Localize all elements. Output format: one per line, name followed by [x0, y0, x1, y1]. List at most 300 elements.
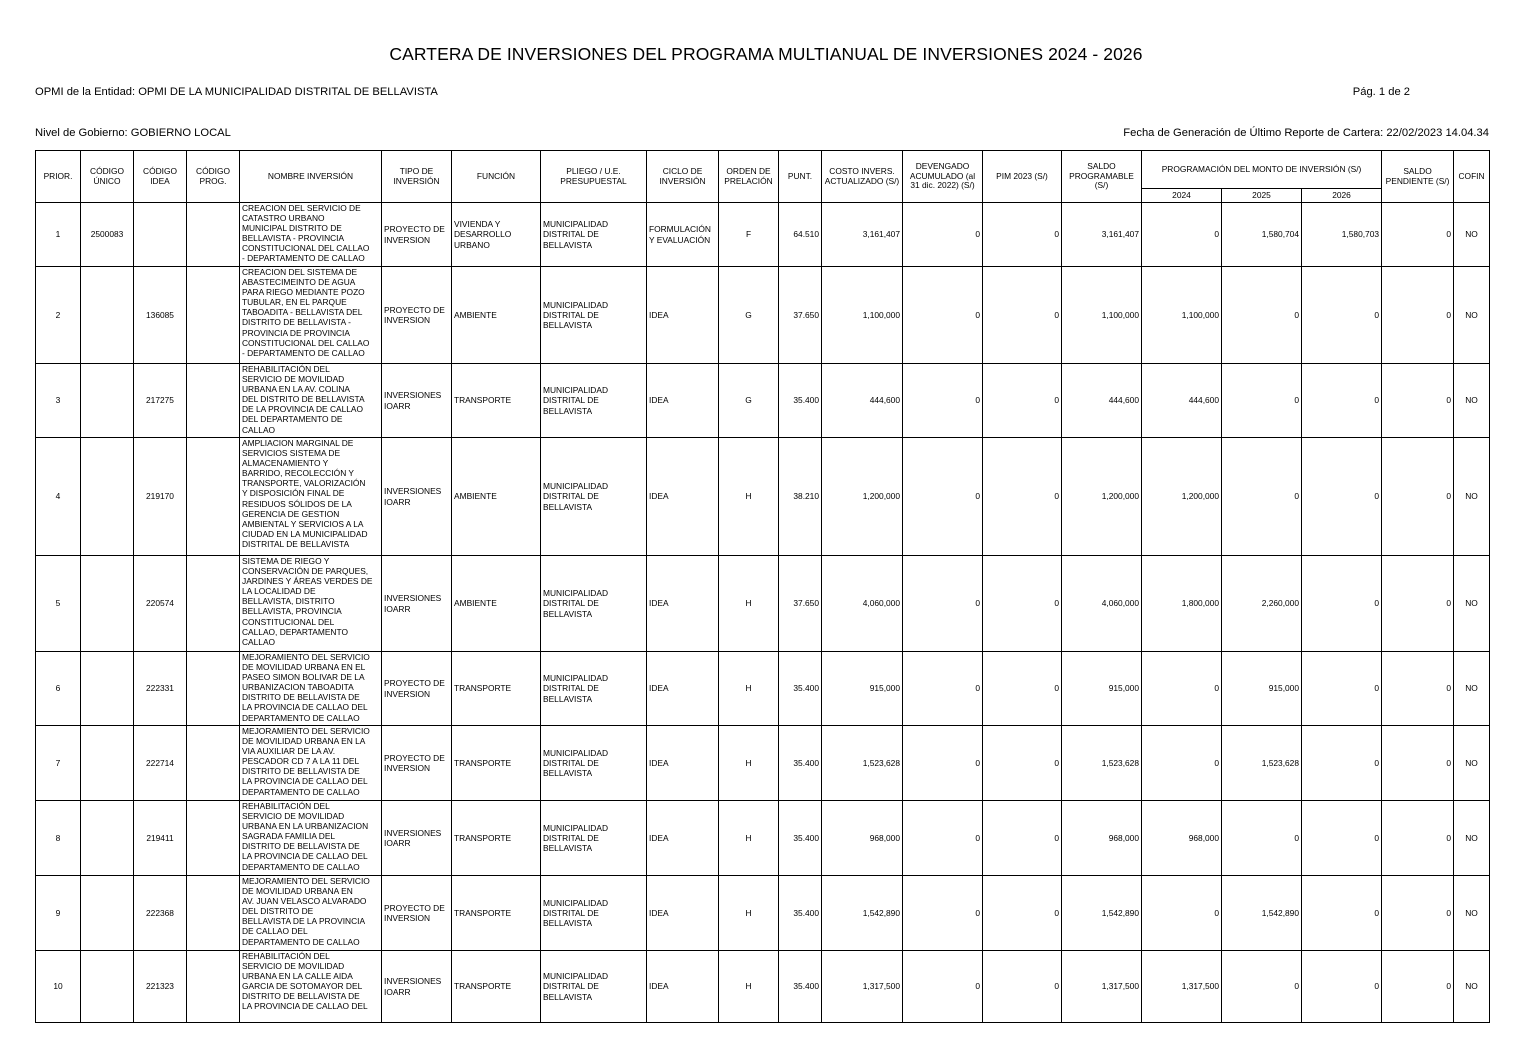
cell-cofin: NO [1454, 726, 1490, 801]
cell-nombre-line: DISTRITAL DE BELLAVISTA [242, 538, 350, 549]
header-nombre: NOMBRE INVERSIÓN [240, 151, 382, 203]
cell-2026: 0 [1302, 726, 1382, 801]
cell-2026: 0 [1302, 652, 1382, 726]
cell-nombre [240, 652, 382, 726]
cell-tipo-line: INVERSION [384, 763, 431, 773]
cell-codigo-prog [187, 801, 240, 876]
cell-pliego-line: MUNICIPALIDAD [543, 219, 608, 230]
cell-nombre-line: DISTRITO DE BELLAVISTA DE [242, 991, 360, 1002]
cell-nombre-line: JARDINES Y ÁREAS VERDES DE [242, 576, 373, 587]
cell-cofin: NO [1454, 951, 1490, 1023]
cell-prior: 8 [36, 801, 81, 876]
cell-ciclo-line: IDEA [649, 832, 669, 843]
cell-pliego-line: BELLAVISTA [543, 843, 593, 854]
cell-devengado: 0 [903, 801, 983, 876]
cell-pim: 0 [983, 801, 1062, 876]
cell-saldo-programable: 915,000 [1062, 652, 1142, 726]
cell-codigo-unico [81, 556, 134, 652]
cell-tipo [382, 267, 452, 364]
cell-codigo-unico [81, 652, 134, 726]
cell-nombre-line: DISTRITO DE BELLAVISTA - [242, 317, 351, 328]
cell-funcion-line: VIVIENDA Y [454, 219, 501, 230]
cell-nombre-line: DISTRITO DE BELLAVISTA DE [242, 766, 360, 777]
cell-orden: F [719, 203, 779, 267]
cell-devengado: 0 [903, 267, 983, 364]
government-level-label: Nivel de Gobierno: GOBIERNO LOCAL [35, 127, 231, 139]
cell-nombre-line: LA PROVINCIA DE CALLAO DEL [242, 851, 368, 862]
cell-saldo-pendiente: 0 [1382, 556, 1454, 652]
cell-codigo-idea: 219170 [134, 438, 187, 556]
cell-codigo-idea: 222368 [134, 876, 187, 951]
header-codigo-idea: CÓDIGO IDEA [134, 151, 187, 203]
cell-cofin: NO [1454, 556, 1490, 652]
cell-nombre-line: BARRIDO, RECOLECCIÓN Y [242, 468, 354, 479]
cell-tipo-line: PROYECTO DE [384, 678, 445, 689]
cell-tipo-line: PROYECTO DE [384, 304, 445, 315]
cell-nombre-line: CONSTITUCIONAL DEL CALLAO [242, 243, 370, 254]
cell-2025: 1,523,628 [1222, 726, 1302, 801]
cell-nombre-line: - DEPARTAMENTO DE CALLAO [242, 347, 365, 358]
cell-funcion-line: TRANSPORTE [454, 757, 512, 768]
cell-tipo-line: IOARR [384, 838, 411, 848]
cell-tipo-line: PROYECTO DE [384, 902, 445, 913]
cell-pliego-line: DISTRITAL DE [543, 907, 599, 918]
cell-tipo [382, 876, 452, 951]
cell-2025: 0 [1222, 801, 1302, 876]
cell-saldo-pendiente: 0 [1382, 726, 1454, 801]
cell-nombre-line: CATASTRO URBANO [242, 213, 325, 224]
table-row [36, 267, 1490, 364]
cell-nombre-line: DE MOVILIDAD URBANA EN [242, 886, 353, 897]
cell-costo: 1,200,000 [822, 438, 903, 556]
cell-orden: G [719, 364, 779, 438]
cell-tipo-line: INVERSION [384, 315, 431, 325]
cell-nombre-line: DEL DISTRITO DE [242, 906, 314, 917]
cell-codigo-prog [187, 364, 240, 438]
cell-nombre-line: AMPLIACION MARGINAL DE [242, 438, 354, 448]
cell-tipo-line: PROYECTO DE [384, 752, 445, 763]
table-row [36, 726, 1490, 801]
cell-tipo-line: PROYECTO DE [384, 224, 445, 235]
cell-costo: 4,060,000 [822, 556, 903, 652]
cell-orden: H [719, 726, 779, 801]
cell-ciclo [647, 556, 719, 652]
cell-codigo-prog [187, 203, 240, 267]
cell-pliego-line: DISTRITAL DE [543, 683, 599, 694]
cell-nombre-line: GARCIA DE SOTOMAYOR DEL [242, 981, 363, 992]
cell-prior: 7 [36, 726, 81, 801]
cell-devengado: 0 [903, 726, 983, 801]
cell-nombre-line: GERENCIA DE GESTION [242, 508, 340, 519]
cell-nombre [240, 364, 382, 438]
cell-codigo-prog [187, 951, 240, 1023]
cell-nombre-line: URBANIZACION TABOADITA [242, 682, 354, 693]
cell-funcion [452, 267, 541, 364]
cell-costo: 968,000 [822, 801, 903, 876]
cell-nombre-line: RESIDUOS SÓLIDOS DE LA [242, 498, 352, 509]
cell-pliego-line: BELLAVISTA [543, 608, 593, 619]
cell-nombre-line: MEJORAMIENTO DEL SERVICIO [242, 726, 370, 736]
cell-pliego [541, 951, 647, 1023]
cell-saldo-pendiente: 0 [1382, 876, 1454, 951]
cell-punt: 35.400 [779, 726, 822, 801]
cell-pim: 0 [983, 364, 1062, 438]
cell-pliego [541, 726, 647, 801]
cell-2025: 0 [1222, 364, 1302, 438]
cell-funcion [452, 801, 541, 876]
cell-devengado: 0 [903, 364, 983, 438]
cell-pliego-line: DISTRITAL DE [543, 229, 599, 240]
cell-codigo-idea: 219411 [134, 801, 187, 876]
cell-pliego-line: MUNICIPALIDAD [543, 588, 608, 599]
report-title: CARTERA DE INVERSIONES DEL PROGRAMA MULTIANUAL DE INVERSIONES 2024 - 2026 [389, 44, 1143, 64]
cell-saldo-programable: 968,000 [1062, 801, 1142, 876]
cell-costo: 444,600 [822, 364, 903, 438]
cell-nombre-line: CALLAO [242, 424, 276, 435]
cell-codigo-unico [81, 876, 134, 951]
cell-ciclo-line: IDEA [649, 491, 669, 502]
cell-pliego-line: MUNICIPALIDAD [543, 673, 608, 684]
cell-funcion-line: AMBIENTE [454, 491, 497, 502]
cell-codigo-idea: 221323 [134, 951, 187, 1023]
cell-costo: 1,317,500 [822, 951, 903, 1023]
cell-saldo-programable: 3,161,407 [1062, 203, 1142, 267]
header-pim: PIM 2023 (S/) [983, 151, 1062, 203]
cell-funcion-line: TRANSPORTE [454, 907, 512, 918]
cell-codigo-prog [187, 726, 240, 801]
cell-nombre-line: MUNICIPAL DISTRITO DE [242, 223, 342, 234]
cell-codigo-unico [81, 438, 134, 556]
cell-2024: 0 [1142, 203, 1222, 267]
cell-prior: 2 [36, 267, 81, 364]
cell-cofin: NO [1454, 652, 1490, 726]
cell-saldo-programable: 1,523,628 [1062, 726, 1142, 801]
cell-tipo [382, 438, 452, 556]
cell-pliego-line: MUNICIPALIDAD [543, 481, 608, 492]
cell-2026: 0 [1302, 364, 1382, 438]
cell-nombre-line: TUBULAR, EN EL PARQUE [242, 297, 347, 308]
table-row [36, 364, 1490, 438]
cell-pliego-line: DISTRITAL DE [543, 491, 599, 502]
cell-codigo-unico [81, 801, 134, 876]
cell-nombre-line: CONSERVACIÓN DE PARQUES, [242, 566, 369, 577]
cell-2025: 0 [1222, 438, 1302, 556]
cell-prior: 1 [36, 203, 81, 267]
header-programacion: PROGRAMACIÓN DEL MONTO DE INVERSIÓN (S/) [1142, 151, 1382, 189]
cell-funcion-line: URBANO [454, 239, 490, 250]
cell-nombre-line: BELLAVISTA DE LA PROVINCIA [242, 916, 366, 927]
cell-orden: G [719, 267, 779, 364]
cell-nombre-line: DEPARTAMENTO DE CALLAO [242, 936, 360, 947]
cell-devengado: 0 [903, 438, 983, 556]
cell-punt: 35.400 [779, 951, 822, 1023]
header-saldo-programable: SALDO PROGRAMABLE (S/) [1062, 151, 1142, 203]
cell-ciclo [647, 652, 719, 726]
cell-funcion-line: TRANSPORTE [454, 832, 512, 843]
cell-codigo-prog [187, 438, 240, 556]
cell-funcion-line: AMBIENTE [454, 598, 497, 609]
table-row [36, 203, 1490, 267]
cell-nombre-line: LA PROVINCIA DE CALLAO DEL [242, 1001, 368, 1012]
cell-nombre-line: SISTEMA DE RIEGO Y [242, 556, 330, 566]
cell-tipo [382, 364, 452, 438]
cell-pliego-line: DISTRITAL DE [543, 757, 599, 768]
cell-punt: 35.400 [779, 801, 822, 876]
cell-codigo-unico: 2500083 [81, 203, 134, 267]
cell-devengado: 0 [903, 876, 983, 951]
cell-codigo-idea [134, 203, 187, 267]
cell-nombre-line: BELLAVISTA - PROVINCIA [242, 233, 345, 244]
cell-costo: 1,542,890 [822, 876, 903, 951]
header-year-2024: 2024 [1142, 189, 1222, 203]
cell-nombre-line: CALLAO, DEPARTAMENTO [242, 626, 348, 637]
page-number: Pág. 1 de 2 [1352, 86, 1410, 98]
header-devengado: DEVENGADO ACUMULADO (al 31 dic. 2022) (S/) [903, 151, 983, 203]
cell-punt: 35.400 [779, 364, 822, 438]
cell-devengado: 0 [903, 951, 983, 1023]
cell-funcion [452, 726, 541, 801]
cell-nombre-line: DEPARTAMENTO DE CALLAO [242, 786, 360, 797]
cell-nombre-line: LA PROVINCIA DE CALLAO DEL [242, 776, 368, 787]
cell-orden: H [719, 438, 779, 556]
cell-codigo-idea: 136085 [134, 267, 187, 364]
header-orden: ORDEN DE PRELACIÓN [719, 151, 779, 203]
cell-pliego-line: MUNICIPALIDAD [543, 971, 608, 982]
cell-2026: 0 [1302, 438, 1382, 556]
cell-ciclo [647, 438, 719, 556]
cell-pliego-line: DISTRITAL DE [543, 309, 599, 320]
cell-tipo-line: INVERSION [384, 913, 431, 923]
cell-punt: 64.510 [779, 203, 822, 267]
cell-punt: 35.400 [779, 876, 822, 951]
cell-2025: 1,580,704 [1222, 203, 1302, 267]
cell-nombre-line: REHABILITACIÓN DEL [242, 364, 330, 374]
cell-nombre [240, 556, 382, 652]
cell-pliego-line: BELLAVISTA [543, 991, 593, 1002]
cell-funcion-line: TRANSPORTE [454, 683, 512, 694]
cell-2024: 0 [1142, 652, 1222, 726]
cell-pliego-line: BELLAVISTA [543, 320, 593, 331]
cell-funcion-line: TRANSPORTE [454, 395, 512, 406]
cell-punt: 37.650 [779, 267, 822, 364]
cell-tipo-line: IOARR [384, 986, 411, 997]
cell-tipo-line: INVERSIONES [384, 486, 442, 497]
cell-nombre-line: PESCADOR CD 7 A LA 11 DEL [242, 756, 360, 767]
cell-saldo-pendiente: 0 [1382, 951, 1454, 1023]
cell-ciclo [647, 951, 719, 1023]
header-punt: PUNT. [779, 151, 822, 203]
cell-tipo-line: INVERSIONES [384, 976, 442, 987]
cell-nombre-line: BELLAVISTA, DISTRITO [242, 596, 335, 607]
cell-pim: 0 [983, 652, 1062, 726]
cell-cofin: NO [1454, 203, 1490, 267]
cell-codigo-idea: 220574 [134, 556, 187, 652]
cell-nombre-line: URBANA EN LA AV. COLINA [242, 384, 350, 395]
cell-2025: 1,542,890 [1222, 876, 1302, 951]
header-year-2026: 2026 [1302, 189, 1382, 203]
table-row [36, 951, 1490, 1023]
cell-nombre-line: DEPARTAMENTO DE CALLAO [242, 712, 360, 723]
cell-2024: 1,100,000 [1142, 267, 1222, 364]
cell-funcion-line: DESARROLLO [454, 229, 512, 240]
cell-orden: H [719, 652, 779, 726]
cell-ciclo [647, 726, 719, 801]
cell-saldo-programable: 4,060,000 [1062, 556, 1142, 652]
cell-tipo [382, 556, 452, 652]
cell-funcion [452, 876, 541, 951]
cell-tipo [382, 726, 452, 801]
cell-pliego-line: BELLAVISTA [543, 693, 593, 704]
cell-nombre [240, 726, 382, 801]
cell-2025: 915,000 [1222, 652, 1302, 726]
cell-pliego-line: MUNICIPALIDAD [543, 299, 608, 310]
header-year-2025: 2025 [1222, 189, 1302, 203]
cell-pliego-line: BELLAVISTA [543, 501, 593, 512]
cell-pliego [541, 364, 647, 438]
cell-saldo-pendiente: 0 [1382, 267, 1454, 364]
cell-pliego-line: BELLAVISTA [543, 918, 593, 929]
cell-2024: 968,000 [1142, 801, 1222, 876]
cell-funcion-line: TRANSPORTE [454, 981, 512, 992]
cell-ciclo-line: FORMULACIÓN [649, 224, 711, 235]
cell-codigo-prog [187, 876, 240, 951]
cell-nombre-line: REHABILITACIÓN DEL [242, 801, 330, 811]
cell-nombre-line: AMBIENTAL Y SERVICIOS A LA [242, 518, 364, 529]
cell-ciclo-line: Y EVALUACIÓN [649, 234, 711, 245]
cell-pliego [541, 876, 647, 951]
cell-funcion [452, 364, 541, 438]
cell-codigo-prog [187, 556, 240, 652]
generation-date-label: Fecha de Generación de Último Reporte de Cartera: 22/02/2023 14.04.34 [1123, 127, 1489, 139]
cell-nombre-line: REHABILITACIÓN DEL [242, 951, 330, 961]
cell-devengado: 0 [903, 556, 983, 652]
cell-nombre [240, 876, 382, 951]
cell-pim: 0 [983, 876, 1062, 951]
cell-codigo-idea: 217275 [134, 364, 187, 438]
cell-pim: 0 [983, 951, 1062, 1023]
cell-nombre-line: SERVICIO DE MOVILIDAD [242, 811, 345, 822]
cell-ciclo-line: IDEA [649, 395, 669, 406]
cell-pim: 0 [983, 267, 1062, 364]
cell-ciclo-line: IDEA [649, 598, 669, 609]
cell-costo: 1,100,000 [822, 267, 903, 364]
cell-ciclo-line: IDEA [649, 981, 669, 992]
cell-pliego [541, 652, 647, 726]
cell-nombre-line: PASEO SIMON BOLIVAR DE LA [242, 672, 365, 683]
cell-pliego-line: DISTRITAL DE [543, 395, 599, 406]
cell-tipo-line: IOARR [384, 603, 411, 614]
cell-codigo-unico [81, 267, 134, 364]
cell-codigo-unico [81, 951, 134, 1023]
cell-pliego-line: MUNICIPALIDAD [543, 747, 608, 758]
cell-saldo-pendiente: 0 [1382, 203, 1454, 267]
cell-saldo-programable: 1,200,000 [1062, 438, 1142, 556]
cell-pim: 0 [983, 438, 1062, 556]
cell-nombre [240, 438, 382, 556]
cell-ciclo-line: IDEA [649, 757, 669, 768]
cell-2024: 0 [1142, 876, 1222, 951]
cell-2026: 0 [1302, 951, 1382, 1023]
cell-nombre-line: DE MOVILIDAD URBANA EN EL [242, 662, 366, 673]
cell-nombre [240, 951, 382, 1023]
cell-nombre-line: DEPARTAMENTO DE CALLAO [242, 861, 360, 872]
cell-2026: 1,580,703 [1302, 203, 1382, 267]
header-costo: COSTO INVERS. ACTUALIZADO (S/) [822, 151, 903, 203]
cell-nombre-line: SAGRADA FAMILIA DEL [242, 831, 336, 842]
cell-saldo-pendiente: 0 [1382, 364, 1454, 438]
cell-orden: H [719, 951, 779, 1023]
cell-ciclo-line: IDEA [649, 907, 669, 918]
cell-tipo-line: INVERSIONES [384, 827, 442, 838]
cell-codigo-prog [187, 267, 240, 364]
cell-prior: 3 [36, 364, 81, 438]
cell-devengado: 0 [903, 652, 983, 726]
cell-nombre-line: CONSTITUCIONAL DEL CALLAO [242, 337, 370, 348]
cell-nombre-line: URBANA EN LA URBANIZACION [242, 821, 369, 832]
cell-nombre-line: DE MOVILIDAD URBANA EN LA [242, 736, 366, 747]
table-row [36, 438, 1490, 556]
cell-2025: 0 [1222, 951, 1302, 1023]
cell-pim: 0 [983, 726, 1062, 801]
cell-2024: 1,800,000 [1142, 556, 1222, 652]
cell-nombre-line: MEJORAMIENTO DEL SERVICIO [242, 876, 370, 886]
cell-nombre-line: BELLAVISTA, PROVINCIA [242, 606, 342, 617]
cell-tipo [382, 801, 452, 876]
cell-funcion [452, 203, 541, 267]
cell-2024: 444,600 [1142, 364, 1222, 438]
cell-2024: 1,317,500 [1142, 951, 1222, 1023]
cell-saldo-programable: 1,542,890 [1062, 876, 1142, 951]
cell-orden: H [719, 876, 779, 951]
header-cofin: COFIN [1454, 151, 1490, 203]
cell-prior: 6 [36, 652, 81, 726]
cell-nombre-line: SERVICIOS SISTEMA DE [242, 448, 341, 459]
cell-nombre-line: DE CALLAO DEL [242, 926, 308, 937]
cell-tipo-line: INVERSIONES [384, 390, 442, 401]
cell-nombre-line: SERVICIO DE MOVILIDAD [242, 961, 345, 972]
cell-nombre-line: LA PROVINCIA DE CALLAO DEL [242, 702, 368, 713]
cell-2026: 0 [1302, 556, 1382, 652]
cell-costo: 1,523,628 [822, 726, 903, 801]
header-codigo-prog: CÓDIGO PROG. [187, 151, 240, 203]
cell-pliego [541, 203, 647, 267]
cell-funcion [452, 556, 541, 652]
cell-saldo-programable: 1,317,500 [1062, 951, 1142, 1023]
cell-costo: 3,161,407 [822, 203, 903, 267]
opmi-label: OPMI de la Entidad: OPMI DE LA MUNICIPALIDAD DISTRITAL DE BELLAVISTA [35, 86, 438, 98]
header-saldo-pendiente: SALDO PENDIENTE (S/) [1382, 151, 1454, 203]
header-funcion: FUNCIÓN [452, 151, 541, 203]
cell-nombre-line: CIUDAD EN LA MUNICIPALIDAD [242, 528, 368, 539]
cell-codigo-unico [81, 364, 134, 438]
cell-nombre-line: LA LOCALIDAD DE [242, 586, 316, 597]
cell-saldo-programable: 444,600 [1062, 364, 1142, 438]
cell-funcion [452, 652, 541, 726]
cell-ciclo [647, 801, 719, 876]
cell-prior: 10 [36, 951, 81, 1023]
cell-cofin: NO [1454, 876, 1490, 951]
cell-prior: 4 [36, 438, 81, 556]
cell-codigo-idea: 222714 [134, 726, 187, 801]
table-row [36, 876, 1490, 951]
cell-punt: 35.400 [779, 652, 822, 726]
cell-pliego [541, 556, 647, 652]
cell-codigo-idea: 222331 [134, 652, 187, 726]
cell-prior: 5 [36, 556, 81, 652]
cell-tipo-line: INVERSION [384, 688, 431, 699]
cell-nombre-line: DEL DISTRITO DE BELLAVISTA [242, 394, 365, 405]
cell-saldo-programable: 1,100,000 [1062, 267, 1142, 364]
